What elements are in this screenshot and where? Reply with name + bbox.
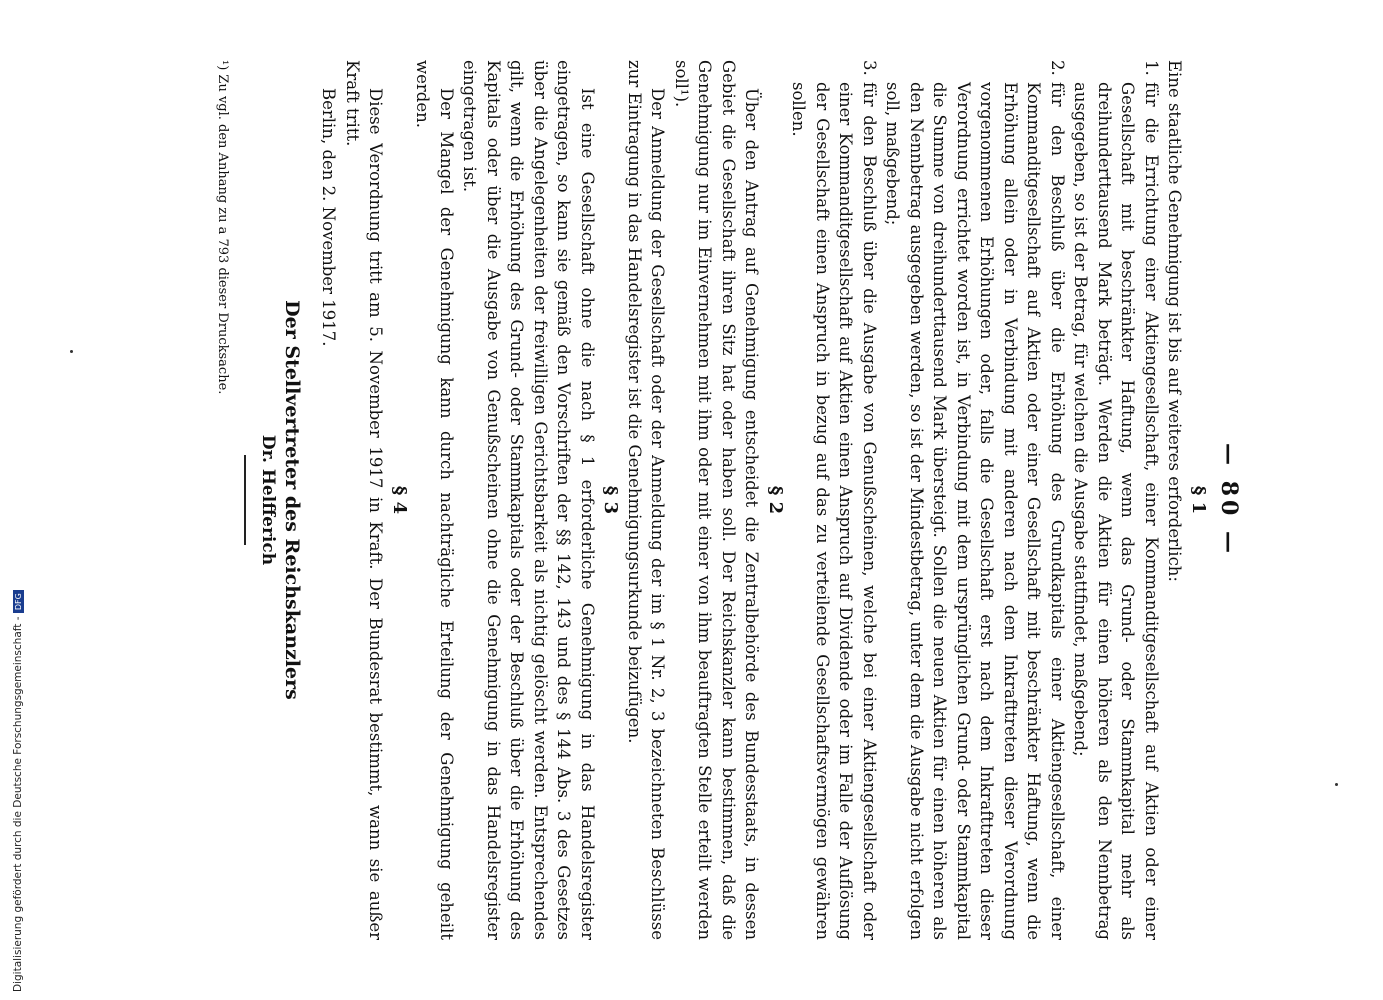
scan-speck bbox=[70, 350, 73, 353]
section-1-intro: Eine staatliche Genehmigung ist bis auf weiteres erforderlich: bbox=[1165, 60, 1185, 582]
section-2 bbox=[623, 60, 788, 940]
list-item bbox=[787, 60, 881, 940]
section-1-heading: § 1 bbox=[1188, 485, 1209, 515]
list-item bbox=[881, 60, 1069, 940]
section-4-paragraph-1: Diese Verordnung tritt am 5. November 1917 in Kraft. Der Bundesrat bestimmt, wann sie außer Kraft tritt. bbox=[343, 60, 386, 940]
list-item-number: 3. bbox=[860, 60, 879, 76]
signature-title: Der Stellvertreter des Reichskanzlers bbox=[281, 300, 303, 700]
list-item bbox=[1069, 60, 1163, 940]
section-2-paragraph-2: Der Anmeldung der Gesellschaft oder der Anmeldung der im § 1 Nr. 2, 3 bezeichneten Beschlüsse zur Eintragung in das Handelsregister ist die Genehmigungsurkunde beizufügen. bbox=[625, 60, 668, 940]
section-4-heading: § 4 bbox=[389, 485, 410, 515]
scan-speck bbox=[1335, 783, 1338, 786]
place-date: Berlin, den 2. November 1917. bbox=[319, 88, 339, 347]
divider-rule bbox=[244, 455, 246, 545]
section-3-heading: § 3 bbox=[600, 485, 622, 515]
section-1 bbox=[787, 60, 1240, 940]
section-2-paragraph-1: Über den Antrag auf Genehmigung entscheidet die Zentralbehörde des Bundesstaats, in dessen Gebiet die Gesellschaft ihren Sitz hat oder haben soll. Der Reichskanzler kann bestimmen, daß die Genehmigung nur im Einvernehmen mit ihm oder mit einer von ihm beauftragten Stelle erteilt werden soll¹). bbox=[672, 60, 762, 940]
section-3-paragraph-2: Der Mangel der Genehmigung kann durch nachträgliche Erteilung der Genehmigung geheilt werden. bbox=[413, 60, 456, 940]
rotated-document-body bbox=[150, 60, 1240, 940]
list-item-text: für die Errichtung einer Aktiengesellschaft, einer Kommanditgesellschaft auf Aktien oder einer Gesellschaft mit beschränkter Haftung, wenn das Grund- oder Stammkapital mehr als dreihunderttausend Mark beträgt. Werden die Aktien für einen höheren als den Nennbetrag ausgegeben, so ist der Betrag, für welchen die Ausgabe stattfindet, maßgebend; bbox=[1071, 82, 1161, 940]
list-item-number: 2. bbox=[1048, 60, 1067, 76]
footnote: ¹) Zu vgl. den Anhang zu a 793 dieser Drucksache. bbox=[215, 60, 230, 395]
list-item-number: 1. bbox=[1142, 60, 1161, 76]
list-item-text: für den Beschluß über die Erhöhung des Grundkapitals einer Aktiengesellschaft, einer Kommanditgesellschaft auf Aktien oder einer Gesellschaft mit beschränkter Haftung, wenn die Erhöhung allein oder in Verbindung mit anderen nach dem Inkrafttreten dieser Verordnung vorgenommenen Erhöhungen oder, falls die Gesellschaft erst nach dem Inkrafttreten dieser Verordnung errichtet worden ist, in Verbindung mit dem ursprünglichen Grund- oder Stammkapital die Summe von dreihunderttausend Mark übersteigt. Sollen die neuen Aktien für einen höheren als den Nennbetrag ausgegeben werden, so ist der Mindestbetrag, unter dem die Ausgabe nicht erfolgen soll, maßgebend; bbox=[883, 82, 1067, 940]
digitization-footer bbox=[12, 586, 24, 992]
footer-text: Digitalisierung gefördert durch die Deutsche Forschungsgemeinschaft - bbox=[12, 616, 24, 992]
page-number: — 80 — bbox=[1216, 443, 1242, 557]
section-3-paragraph-1: Ist eine Gesellschaft ohne die nach § 1 erforderliche Genehmigung in das Handelsregister eingetragen, so kann sie gemäß den Vorschriften der §§ 142, 143 und des § 144 Abs. 3 des Gesetzes über die Angelegenheiten der freiwilligen Gerichtsbarkeit als nichtig gelöscht werden. Entsprechendes gilt, wenn die Erhöhung des Grund- oder Stammkapitals oder der Beschluß über die Erhöhung des Kapitals oder über die Ausgabe von Genußscheinen ohne die Genehmigung in das Handelsregister eingetragen ist. bbox=[460, 60, 597, 940]
section-3 bbox=[411, 60, 623, 940]
section-4 bbox=[317, 60, 411, 940]
signature-name: Dr. Helfferich bbox=[258, 434, 279, 566]
dfg-logo: DFG bbox=[13, 590, 24, 613]
section-2-heading: § 2 bbox=[765, 485, 786, 515]
list-item-text: für den Beschluß über die Ausgabe von Genußscheinen, welche bei einer Aktiengesellschaft oder einer Kommanditgesellschaft auf Aktien einen Anspruch auf Dividende oder im Falle der Auflösung der Gesellschaft einen Anspruch in bezug auf das zu verteilende Gesellschaftsvermögen gewähren sollen. bbox=[789, 82, 879, 940]
